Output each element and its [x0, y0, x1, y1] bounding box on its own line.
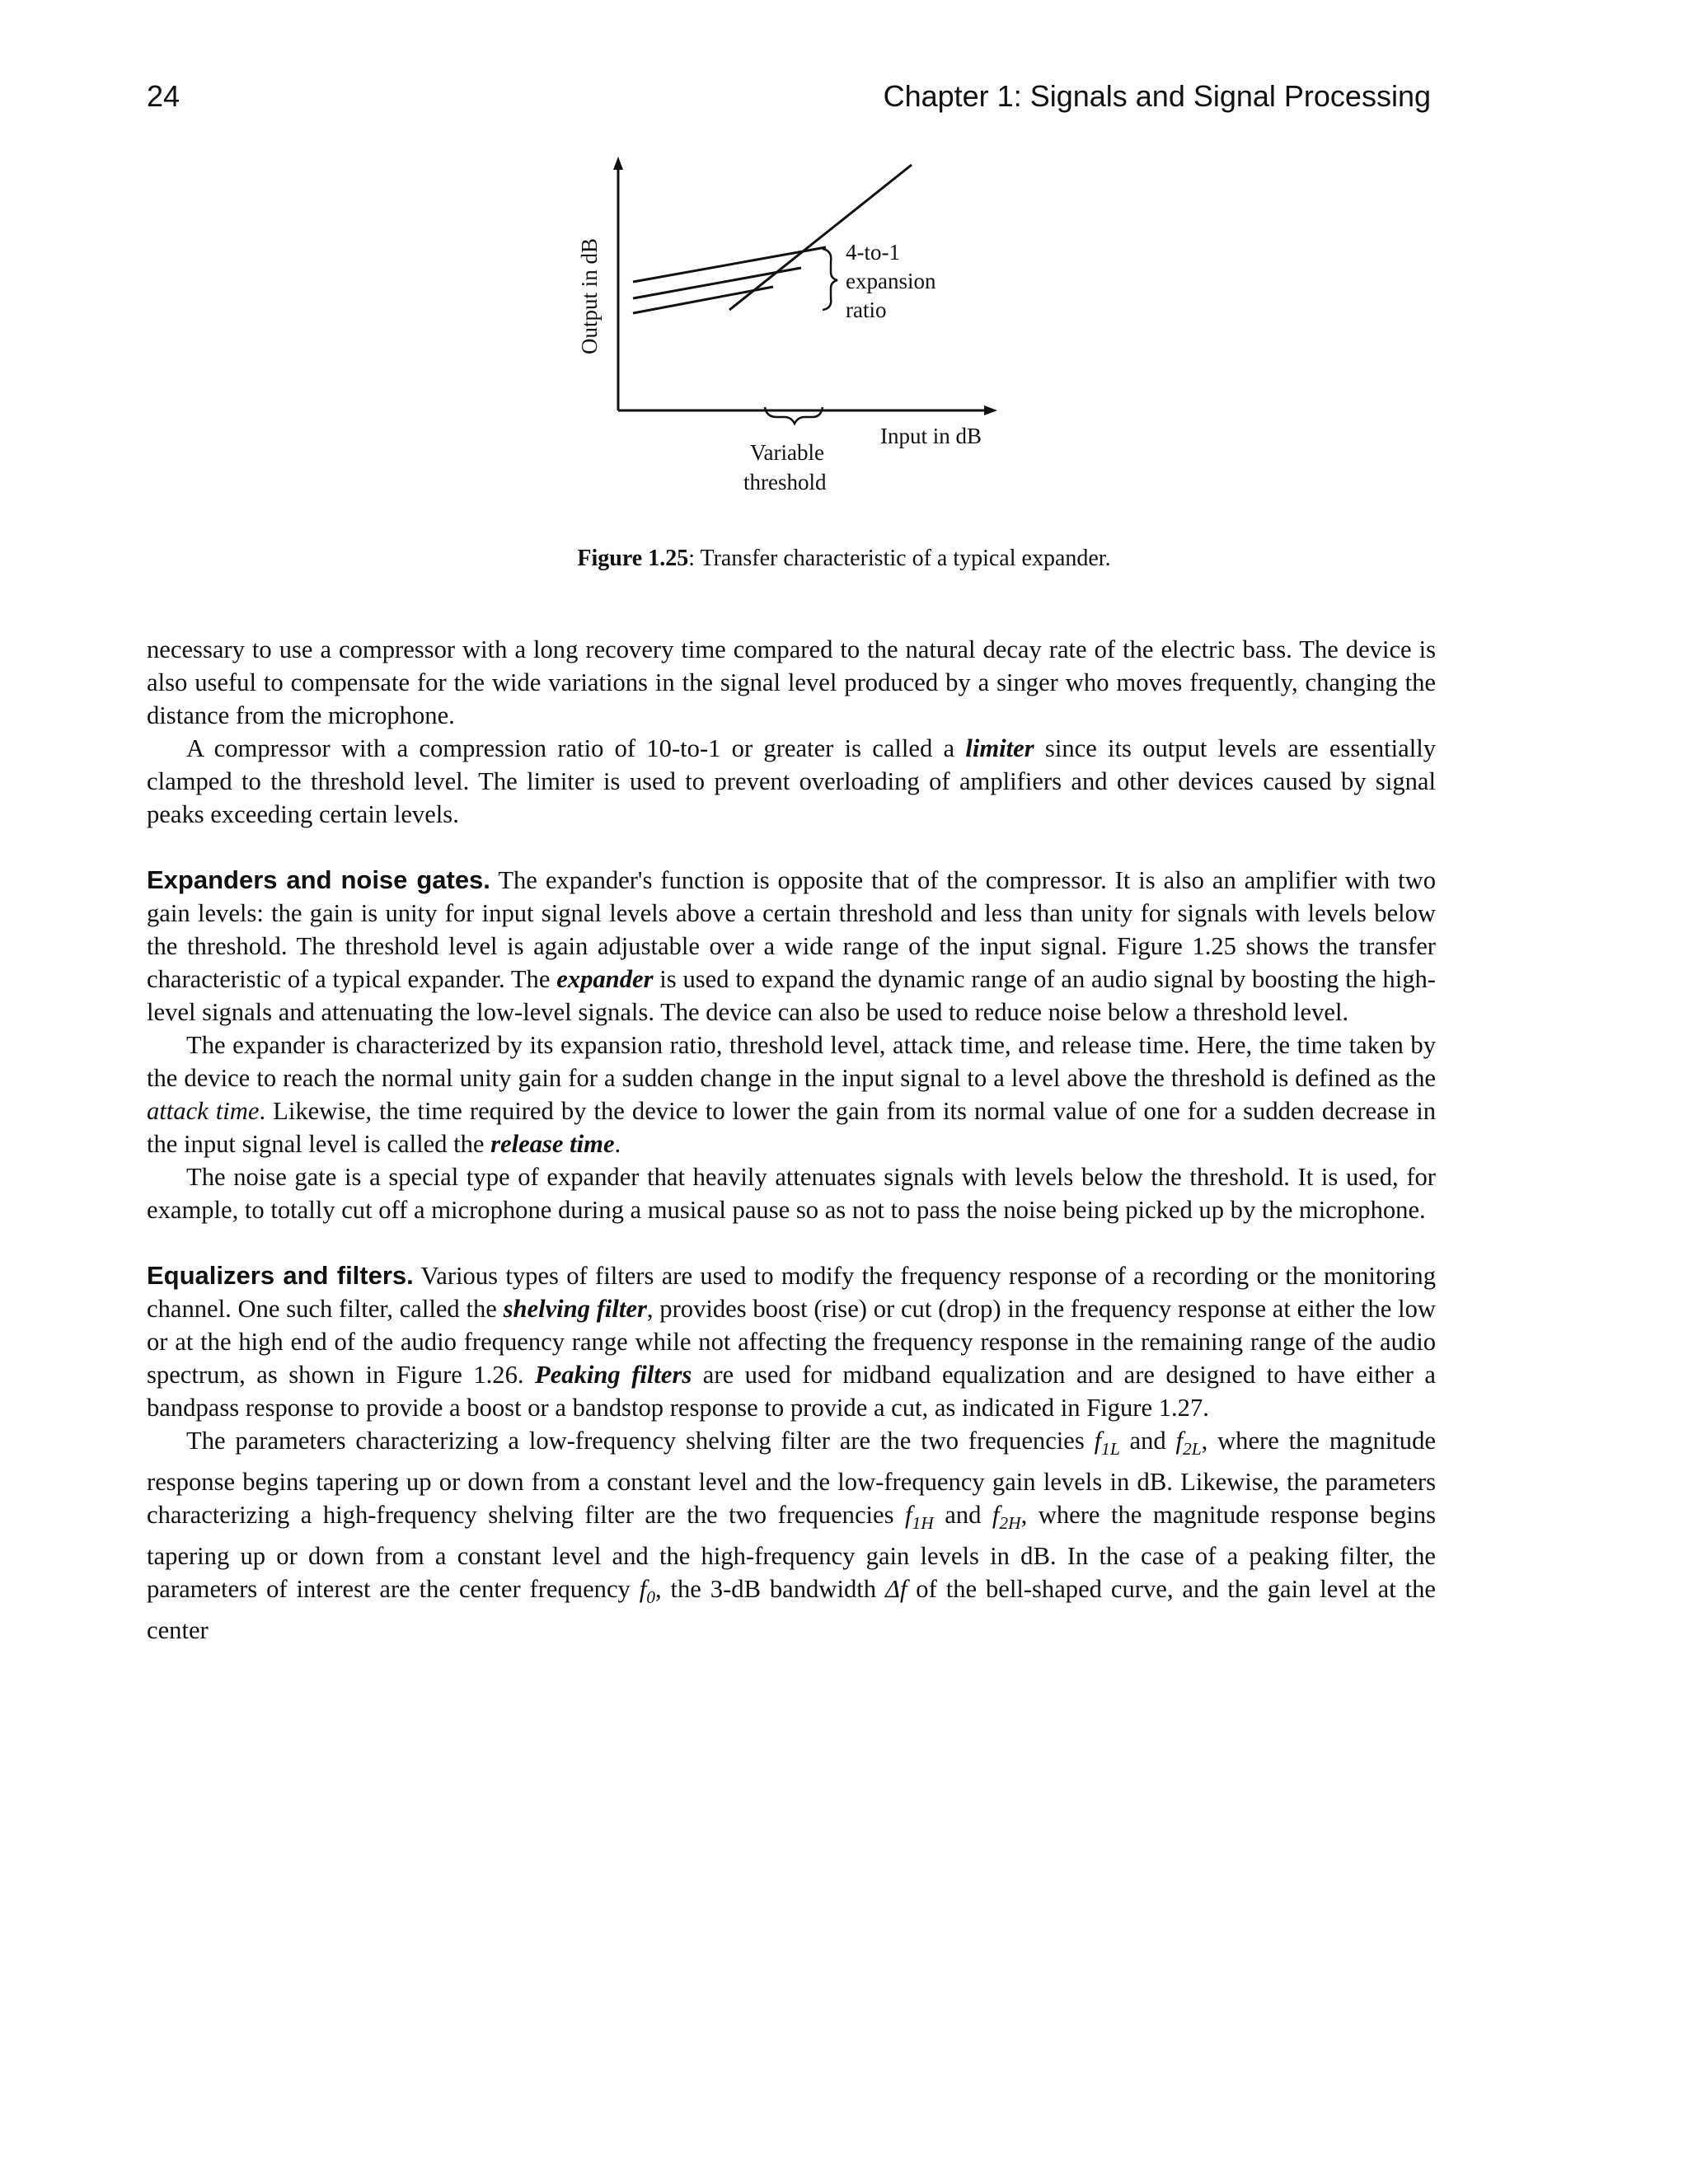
symbol-f1L [1094, 1427, 1120, 1460]
section-heading-equalizers: Equalizers and filters. [147, 1261, 414, 1290]
y-axis-label: Output in dB [577, 237, 602, 354]
paragraph [147, 1029, 1436, 1160]
term-release-time: release time [490, 1130, 615, 1158]
text-run: and [933, 1501, 992, 1530]
text-run: The expander's function is opposite that of the compressor. It is also an amplifier with two gain levels: the gain is unity for input signal levels above a certain threshold and less than unity for signals with levels below the threshold. The threshold level is again adjustable over a wide range of the input signal. Figure 1.25 shows the transfer characteristic of a typical expander. The [147, 866, 1436, 993]
page-number: 24 [147, 79, 181, 113]
text-run: , where the magnitude response begins tapering up or down from a constant level and the high-frequency gain levels in dB. In the case of a peaking filter, the parameters of interest are the center frequency [147, 1501, 1436, 1604]
text-run: A compressor with a compression ratio of 10-to-1 or greater is called a [186, 734, 966, 762]
section-heading-expanders: Expanders and noise gates. [147, 865, 490, 894]
figure-caption-text: : Transfer characteristic of a typical expander. [688, 546, 1111, 571]
symbol-f: f [905, 1501, 912, 1530]
symbol-f: f [1175, 1427, 1184, 1455]
term-peaking-filters: Peaking filters [535, 1361, 692, 1389]
text-run: since its output levels are essentially clamped to the threshold level. The limiter is used to prevent overloading of amplifiers and other devices caused by signal peaks exceeding certain levels. [147, 734, 1436, 828]
term-shelving-filter: shelving filter [503, 1295, 647, 1323]
symbol-f: f [992, 1501, 1000, 1530]
subscript: 1H [912, 1513, 934, 1534]
subscript: 2L [1183, 1439, 1202, 1460]
subscript: 0 [646, 1587, 655, 1608]
x-axis-arrow [984, 405, 997, 415]
expansion-line-upper [633, 247, 826, 282]
x-axis-label: Input in dB [880, 424, 982, 448]
term-attack-time: attack time [147, 1097, 260, 1125]
symbol-f: f [639, 1575, 647, 1604]
ratio-label-line3: ratio [846, 298, 887, 322]
expander-transfer-figure [560, 157, 1022, 519]
paragraph [147, 732, 1436, 831]
paragraph [147, 1259, 1436, 1424]
paragraph: The noise gate is a special type of expander that heavily attenuates signals with levels below the threshold. It is used, for example, to totally cut off a microphone during a musical pause so as not to pass the noise being picked up by the microphone. [147, 1163, 1436, 1224]
text-run: and [1119, 1427, 1176, 1455]
symbol-f2H [992, 1501, 1021, 1534]
text-run: The parameters characterizing a low-frequency shelving filter are the two frequencies [186, 1427, 1095, 1455]
ratio-label-line2: expansion [846, 269, 936, 293]
symbol-f2L [1175, 1427, 1202, 1460]
text-run: . Likewise, the time required by the device to lower the gain from its normal value of one for a sudden decrease in the input signal level is called the [147, 1097, 1436, 1158]
text-run: , the 3-dB bandwidth [654, 1575, 885, 1604]
text-run: , provides boost (rise) or cut (drop) in the frequency response at either the low or at the high end of the audio frequency range while not affecting the frequency response in the remaining range of the audio spectrum, as shown in Figure 1.26. [147, 1295, 1436, 1389]
threshold-label-line1: Variable [750, 440, 824, 465]
transfer-characteristic-diagram [560, 157, 1022, 519]
symbol-f1H [905, 1501, 934, 1534]
text-run: is used to expand the dynamic range of an audio signal by boosting the high-level signals and attenuating the low-level signals. The device can also be used to reduce noise below a threshold level. [147, 965, 1436, 1026]
y-axis-arrow [613, 157, 623, 170]
ratio-label-line1: 4-to-1 [846, 240, 900, 265]
text-run: Various types of filters are used to modify the frequency response of a recording or the monitoring channel. One such filter, called the [147, 1262, 1436, 1323]
text-run: . [614, 1130, 621, 1158]
running-header: Chapter 1: Signals and Signal Processing [883, 79, 1431, 113]
paragraph [147, 1424, 1436, 1647]
subscript: 1L [1101, 1439, 1120, 1460]
ratio-brace [823, 249, 837, 310]
expansion-line-lower [633, 287, 773, 313]
text-run: of the bell-shaped curve, and the gain level at the center [147, 1575, 1436, 1645]
symbol-f0 [639, 1575, 655, 1608]
body-text [147, 633, 1436, 1647]
expansion-line-middle [633, 268, 801, 298]
subscript: 2H [999, 1513, 1021, 1534]
term-expander: expander [556, 965, 654, 993]
paragraph [147, 864, 1436, 1029]
figure-caption-label: Figure 1.25 [577, 546, 689, 571]
figure-caption [0, 546, 1688, 572]
text-run: are used for midband equalization and are designed to have either a bandpass response to provide a boost or a bandstop response to provide a cut, as indicated in Figure 1.27. [147, 1361, 1436, 1422]
paragraph: necessary to use a compressor with a long recovery time compared to the natural decay rate of the electric bass. The device is also useful to compensate for the wide variations in the signal level produced by a singer who moves frequently, changing the distance from the microphone. [147, 635, 1436, 729]
symbol-f: f [1094, 1427, 1102, 1455]
text-run: , where the magnitude response begins tapering up or down from a constant level and the low-frequency gain levels in dB. Likewise, the parameters characterizing a high-frequency shelving filter are the two frequencies [147, 1427, 1436, 1530]
text-run: The expander is characterized by its expansion ratio, threshold level, attack time, and release time. Here, the time taken by the device to reach the normal unity gain for a sudden change in the input signal to a level above the threshold is defined as the [147, 1031, 1436, 1092]
term-limiter: limiter [965, 734, 1034, 762]
symbol-delta-f: Δf [884, 1575, 907, 1604]
threshold-label-line2: threshold [743, 470, 827, 494]
